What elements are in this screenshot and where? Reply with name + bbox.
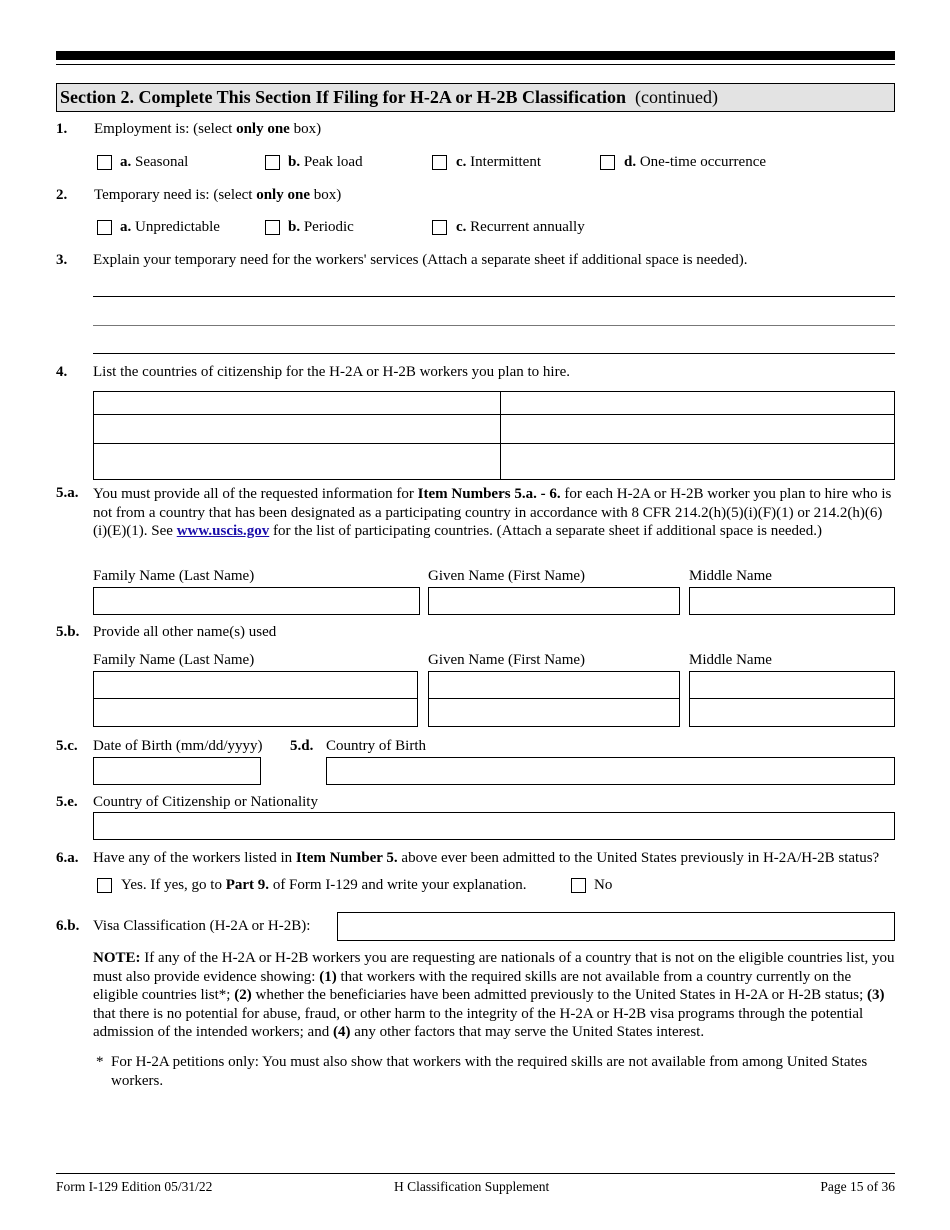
q4-cell[interactable] xyxy=(94,392,500,414)
footnote-star: * xyxy=(96,1054,104,1070)
note-bold-3: (3) xyxy=(867,987,885,1003)
top-rule-thin xyxy=(56,64,895,65)
q1-peak-load-checkbox[interactable] xyxy=(265,155,280,170)
q1-intermittent-label xyxy=(456,154,541,171)
note-text-2: that workers with the required skills are not available from a country currently on the eligible countries list*; xyxy=(93,968,852,1003)
q6a-no-checkbox[interactable] xyxy=(571,878,586,893)
q5b-family-name-input-2[interactable] xyxy=(93,698,418,727)
q3-number: 3. xyxy=(56,252,68,268)
q6a-yes-post: of Form I-129 and write your explanation. xyxy=(269,877,527,893)
q5a-text-2: for each H-2A or H-2B worker you plan to hire who is not from a country that has been designated as a participating country in accordance with 8 CFR 214.2(h)(5)(i)(F)(1) or 214.2(h)(6)(i)(E)(1). See xyxy=(93,486,892,539)
q1-intermittent-checkbox[interactable] xyxy=(432,155,447,170)
q1-opt-b-letter: b. xyxy=(288,154,301,170)
q4-cell[interactable] xyxy=(94,415,500,443)
q1-label-bold: only one xyxy=(236,121,290,137)
q1-opt-c-text: Intermittent xyxy=(470,154,541,170)
q6a-yes-bold: Part 9. xyxy=(225,877,270,893)
q1-opt-b-text: Peak load xyxy=(303,154,363,170)
q5b-middle-label: Middle Name xyxy=(689,652,772,668)
q5b-given-name-input-1[interactable] xyxy=(428,671,680,699)
q2-opt-b-text: Periodic xyxy=(303,219,354,235)
q3-line-2 xyxy=(93,325,895,326)
q5b-number: 5.b. xyxy=(56,624,80,640)
q5a-family-name-input[interactable] xyxy=(93,587,420,615)
q5a-middle-name-input[interactable] xyxy=(689,587,895,615)
section-header xyxy=(56,83,895,112)
q5b-given-label: Given Name (First Name) xyxy=(428,652,586,668)
q4-number: 4. xyxy=(56,364,68,380)
q5a-given-label: Given Name (First Name) xyxy=(428,568,586,584)
q5a-text-1: You must provide all of the requested information for xyxy=(93,486,418,502)
q6a-bold: Item Number 5. xyxy=(295,850,398,866)
q5a-instructions xyxy=(93,485,895,541)
q2-unpredictable-checkbox[interactable] xyxy=(97,220,112,235)
q2-label-post: box) xyxy=(309,187,342,203)
section-title: Section 2. Complete This Section If Filing for H-2A or H-2B Classification xyxy=(60,87,626,107)
visa-classification-input[interactable] xyxy=(337,912,895,941)
q5a-text-3: for the list of participating countries. (Attach a separate sheet if additional space is needed.) xyxy=(269,523,822,539)
q5b-given-name-input-2[interactable] xyxy=(428,698,680,727)
q6a-no-label: No xyxy=(594,877,613,893)
q1-opt-d-letter: d. xyxy=(624,154,637,170)
q2-opt-c-letter: c. xyxy=(456,219,467,235)
q2-opt-b-letter: b. xyxy=(288,219,301,235)
q5b-middle-name-input-2[interactable] xyxy=(689,698,895,727)
q4-cell[interactable] xyxy=(501,444,894,479)
note-text-1: If any of the H-2A or H-2B workers you are requesting are nationals of a country that is not on the eligible countries list, you must also provide evidence showing: xyxy=(93,950,895,985)
q5b-middle-name-input-1[interactable] xyxy=(689,671,895,699)
q5a-number: 5.a. xyxy=(56,485,79,501)
q2-periodic-label xyxy=(288,219,354,236)
q6a-post: above ever been admitted to the United States previously in H-2A/H-2B status? xyxy=(397,850,880,866)
q6a-yes-checkbox[interactable] xyxy=(97,878,112,893)
footer-title: H Classification Supplement xyxy=(394,1179,550,1194)
q4-cell[interactable] xyxy=(501,415,894,443)
q1-opt-a-letter: a. xyxy=(120,154,132,170)
section-continued: (continued) xyxy=(635,87,718,107)
citizenship-input[interactable] xyxy=(93,812,895,840)
q1-label xyxy=(94,121,321,138)
q1-seasonal-label xyxy=(120,154,188,171)
q5e-label: Country of Citizenship or Nationality xyxy=(93,794,318,810)
q2-opt-a-text: Unpredictable xyxy=(135,219,220,235)
q6a-number: 6.a. xyxy=(56,850,79,866)
q6a-yes-pre: Yes. If yes, go to xyxy=(121,877,226,893)
q2-recurrent-checkbox[interactable] xyxy=(432,220,447,235)
date-of-birth-input[interactable] xyxy=(93,757,261,785)
q6a-yes-label xyxy=(121,877,527,894)
q5a-given-name-input[interactable] xyxy=(428,587,680,615)
q2-opt-c-text: Recurrent annually xyxy=(470,219,585,235)
q5a-middle-label: Middle Name xyxy=(689,568,772,584)
q2-unpredictable-label xyxy=(120,219,220,236)
q1-opt-a-text: Seasonal xyxy=(135,154,189,170)
footer-form-edition: Form I-129 Edition 05/31/22 xyxy=(56,1179,213,1194)
q5a-family-label: Family Name (Last Name) xyxy=(93,568,255,584)
q2-recurrent-label xyxy=(456,219,585,236)
q5c-label: Date of Birth (mm/dd/yyyy) xyxy=(93,738,263,754)
footer-page-number: Page 15 of 36 xyxy=(820,1179,895,1194)
note-bold-2: (2) xyxy=(234,987,252,1003)
q1-one-time-checkbox[interactable] xyxy=(600,155,615,170)
q4-countries-table xyxy=(93,391,895,480)
q3-label: Explain your temporary need for the workers' services (Attach a separate sheet if additional space is needed). xyxy=(93,252,748,268)
q1-opt-c-letter: c. xyxy=(456,154,467,170)
q6a-pre: Have any of the workers listed in xyxy=(93,850,296,866)
q4-label: List the countries of citizenship for the H-2A or H-2B workers you plan to hire. xyxy=(93,364,570,380)
q5a-bold-1: Item Numbers 5.a. - 6. xyxy=(417,486,561,502)
footnote-text: For H-2A petitions only: You must also show that workers with the required skills are not available from among United States workers. xyxy=(111,1054,868,1089)
note-bold-4: (4) xyxy=(332,1024,351,1040)
q5c-number: 5.c. xyxy=(56,738,78,754)
q3-line-3 xyxy=(93,353,895,354)
q2-label-pre: Temporary need is: (select xyxy=(94,187,257,203)
q2-opt-a-letter: a. xyxy=(120,219,132,235)
q2-number: 2. xyxy=(56,187,68,203)
q5b-family-label: Family Name (Last Name) xyxy=(93,652,255,668)
q1-label-post: box) xyxy=(289,121,322,137)
q2-periodic-checkbox[interactable] xyxy=(265,220,280,235)
q2-label-bold: only one xyxy=(256,187,310,203)
note-paragraph xyxy=(93,949,895,1042)
q1-opt-d-text: One-time occurrence xyxy=(639,154,767,170)
uscis-link[interactable]: www.uscis.gov xyxy=(176,523,270,539)
q2-label xyxy=(94,187,341,204)
q1-one-time-label xyxy=(624,154,766,171)
q5b-family-name-input-1[interactable] xyxy=(93,671,418,699)
q1-peak-load-label xyxy=(288,154,363,171)
note-text-3: whether the beneficiaries have been admitted previously to the United States in H-2A or H-2B status; xyxy=(251,987,867,1003)
q1-label-pre: Employment is: (select xyxy=(94,121,237,137)
q5d-label: Country of Birth xyxy=(326,738,426,754)
q1-seasonal-checkbox[interactable] xyxy=(97,155,112,170)
q1-number: 1. xyxy=(56,121,68,137)
q6b-number: 6.b. xyxy=(56,918,80,934)
q5e-number: 5.e. xyxy=(56,794,78,810)
q5b-label: Provide all other name(s) used xyxy=(93,624,277,640)
q3-explanation-area[interactable] xyxy=(93,285,895,355)
note-text-4: that there is no potential for abuse, fraud, or other harm to the integrity of the H-2A or H-2B visa programs through the potential admission of the intended workers; and xyxy=(93,1005,864,1040)
q6a-label xyxy=(93,850,879,867)
q5d-number: 5.d. xyxy=(290,738,314,754)
note-head: NOTE: xyxy=(93,950,141,966)
note-bold-1: (1) xyxy=(319,968,337,985)
country-of-birth-input[interactable] xyxy=(326,757,895,785)
note-text-5: any other factors that may serve the United States interest. xyxy=(350,1024,705,1040)
footer-rule xyxy=(56,1173,895,1174)
q6b-label: Visa Classification (H-2A or H-2B): xyxy=(93,918,311,934)
q4-cell[interactable] xyxy=(501,392,894,414)
q4-cell[interactable] xyxy=(94,444,500,479)
q3-line-1 xyxy=(93,296,895,297)
top-rule-thick xyxy=(56,51,895,60)
